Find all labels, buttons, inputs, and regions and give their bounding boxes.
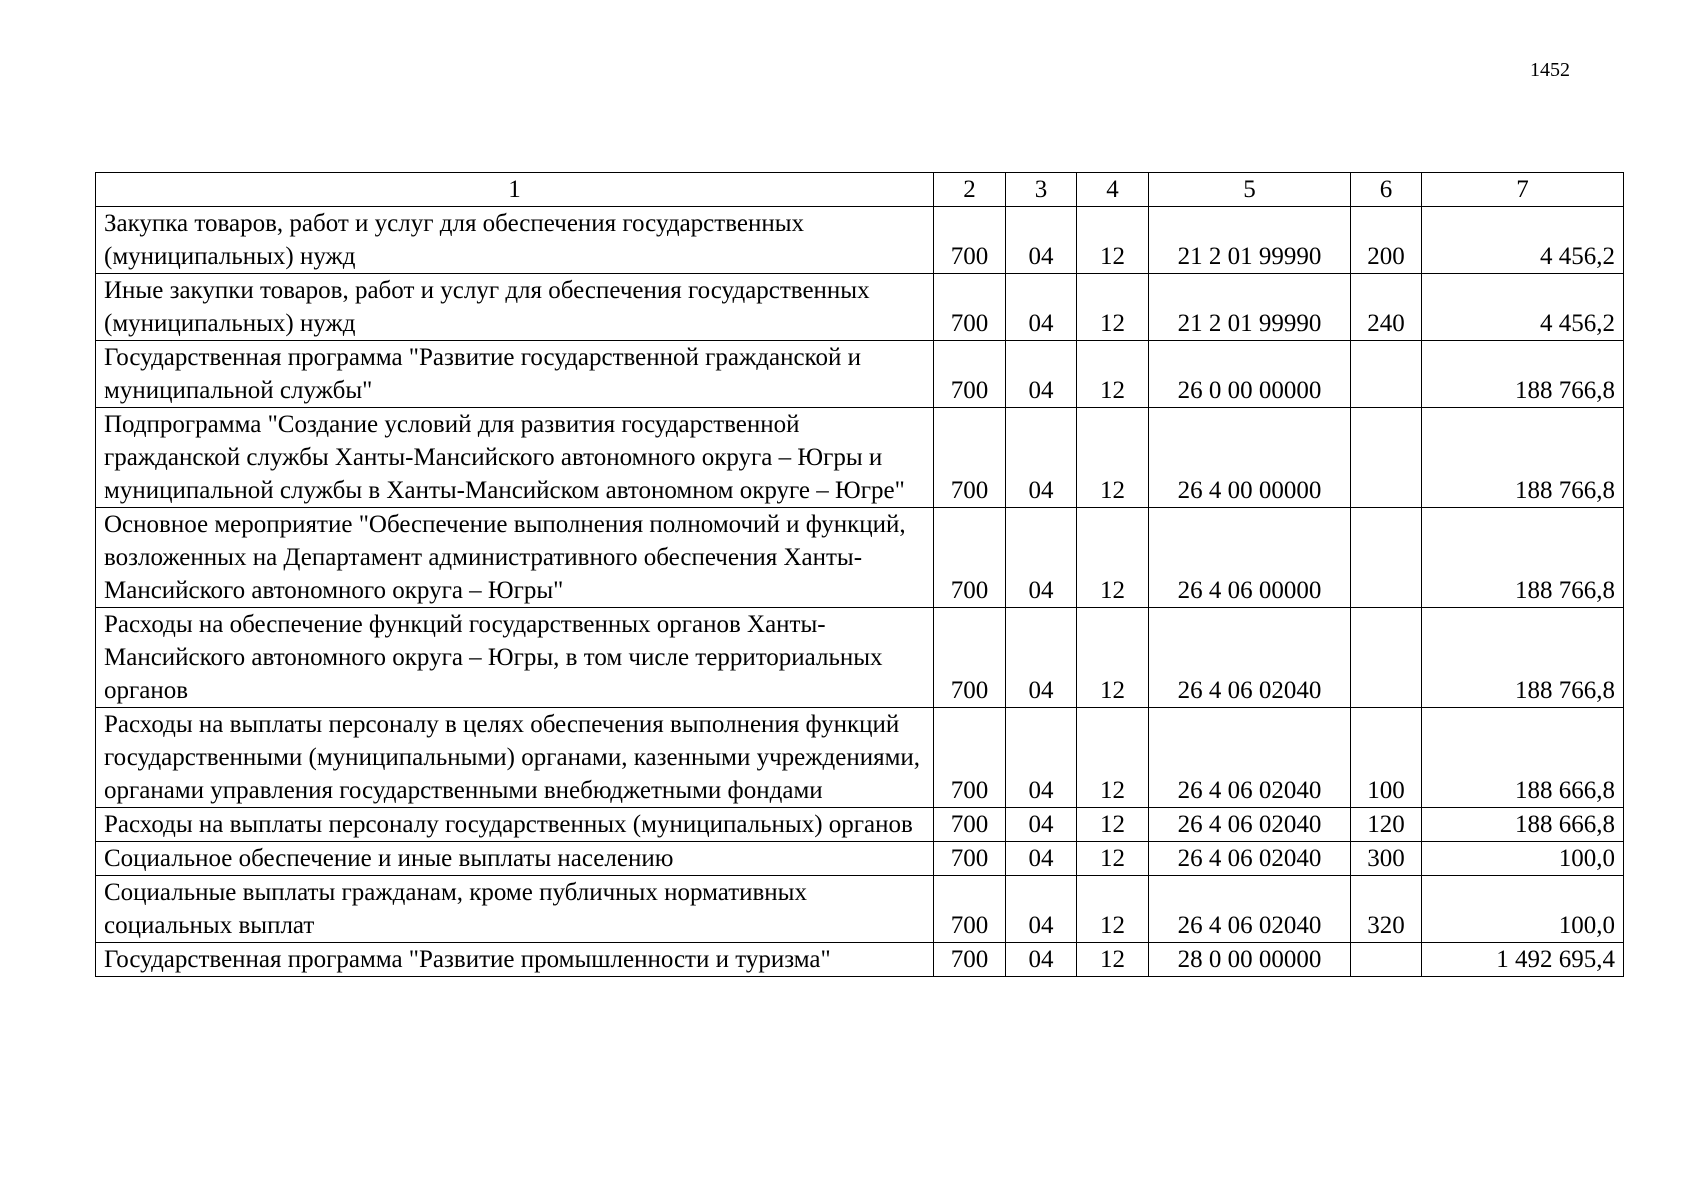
row-amount: 188 666,8: [1422, 708, 1624, 808]
row-code6: [1351, 341, 1422, 408]
header-cell-4: 4: [1077, 173, 1149, 207]
row-amount: 188 766,8: [1422, 608, 1624, 708]
row-amount: 100,0: [1422, 842, 1624, 876]
row-code6: 240: [1351, 274, 1422, 341]
row-code2: 700: [934, 708, 1006, 808]
row-code6: 300: [1351, 842, 1422, 876]
row-code2: 700: [934, 408, 1006, 508]
table-row: [96, 876, 1624, 943]
row-code6: [1351, 608, 1422, 708]
row-code3: 04: [1006, 708, 1077, 808]
row-code3: 04: [1006, 341, 1077, 408]
row-code5: 28 0 00 00000: [1149, 943, 1351, 977]
table-row: [96, 508, 1624, 608]
page-number: 1452: [1530, 59, 1570, 81]
row-code5: 26 4 06 02040: [1149, 808, 1351, 842]
row-code2: 700: [934, 808, 1006, 842]
row-code3: 04: [1006, 876, 1077, 943]
row-code5: 26 4 06 02040: [1149, 608, 1351, 708]
header-cell-1: 1: [96, 173, 934, 207]
header-row: [96, 173, 1624, 207]
row-code6: 320: [1351, 876, 1422, 943]
row-code3: 04: [1006, 207, 1077, 274]
row-code4: 12: [1077, 808, 1149, 842]
table-row: [96, 274, 1624, 341]
row-code2: 700: [934, 207, 1006, 274]
row-code4: 12: [1077, 842, 1149, 876]
row-amount: 4 456,2: [1422, 274, 1624, 341]
row-code4: 12: [1077, 408, 1149, 508]
row-amount: 188 666,8: [1422, 808, 1624, 842]
row-code6: 120: [1351, 808, 1422, 842]
row-name: Расходы на выплаты персоналу в целях обеспечения выполнения функций государственными (муниципальными) органами, казенными учреждениями, органами управления государственными внебюджетными фондами: [96, 708, 934, 808]
row-amount: 100,0: [1422, 876, 1624, 943]
row-name: Социальное обеспечение и иные выплаты населению: [96, 842, 934, 876]
row-code3: 04: [1006, 808, 1077, 842]
table-row: [96, 341, 1624, 408]
table-row: [96, 708, 1624, 808]
row-code3: 04: [1006, 608, 1077, 708]
row-code6: [1351, 943, 1422, 977]
row-code5: 21 2 01 99990: [1149, 207, 1351, 274]
row-code2: 700: [934, 608, 1006, 708]
row-code4: 12: [1077, 341, 1149, 408]
row-code2: 700: [934, 508, 1006, 608]
row-name: Иные закупки товаров, работ и услуг для обеспечения государственных (муниципальных) нужд: [96, 274, 934, 341]
row-code2: 700: [934, 341, 1006, 408]
table-row: [96, 608, 1624, 708]
row-code5: 26 4 06 00000: [1149, 508, 1351, 608]
row-name: Государственная программа "Развитие государственной гражданской и муниципальной службы": [96, 341, 934, 408]
row-name: Государственная программа "Развитие промышленности и туризма": [96, 943, 934, 977]
row-code2: 700: [934, 943, 1006, 977]
row-code3: 04: [1006, 842, 1077, 876]
row-code3: 04: [1006, 508, 1077, 608]
row-code3: 04: [1006, 274, 1077, 341]
row-amount: 1 492 695,4: [1422, 943, 1624, 977]
row-code4: 12: [1077, 508, 1149, 608]
row-code6: [1351, 508, 1422, 608]
header-cell-6: 6: [1351, 173, 1422, 207]
row-code5: 26 4 06 02040: [1149, 876, 1351, 943]
row-code6: [1351, 408, 1422, 508]
row-code2: 700: [934, 876, 1006, 943]
row-code5: 21 2 01 99990: [1149, 274, 1351, 341]
row-code3: 04: [1006, 408, 1077, 508]
row-amount: 188 766,8: [1422, 408, 1624, 508]
row-name: Расходы на обеспечение функций государственных органов Ханты-Мансийского автономного округа – Югры, в том числе территориальных органов: [96, 608, 934, 708]
header-cell-7: 7: [1422, 173, 1624, 207]
row-name: Основное мероприятие "Обеспечение выполнения полномочий и функций, возложенных на Департамент административного обеспечения Ханты-Мансийского автономного округа – Югры": [96, 508, 934, 608]
header-cell-2: 2: [934, 173, 1006, 207]
row-name: Социальные выплаты гражданам, кроме публичных нормативных социальных выплат: [96, 876, 934, 943]
table-row: [96, 943, 1624, 977]
row-code3: 04: [1006, 943, 1077, 977]
row-code5: 26 0 00 00000: [1149, 341, 1351, 408]
row-code5: 26 4 06 02040: [1149, 708, 1351, 808]
row-code6: 200: [1351, 207, 1422, 274]
row-code5: 26 4 00 00000: [1149, 408, 1351, 508]
row-code2: 700: [934, 274, 1006, 341]
row-code4: 12: [1077, 876, 1149, 943]
table-row: [96, 842, 1624, 876]
row-name: Подпрограмма "Создание условий для развития государственной гражданской службы Ханты-Мансийского автономного округа – Югры и муниципальной службы в Ханты-Мансийском автономном округе – Югре": [96, 408, 934, 508]
row-name: Закупка товаров, работ и услуг для обеспечения государственных (муниципальных) нужд: [96, 207, 934, 274]
header-cell-5: 5: [1149, 173, 1351, 207]
row-code4: 12: [1077, 708, 1149, 808]
row-code5: 26 4 06 02040: [1149, 842, 1351, 876]
table-row: [96, 408, 1624, 508]
row-code4: 12: [1077, 274, 1149, 341]
row-name: Расходы на выплаты персоналу государственных (муниципальных) органов: [96, 808, 934, 842]
row-code4: 12: [1077, 608, 1149, 708]
row-code4: 12: [1077, 207, 1149, 274]
row-code2: 700: [934, 842, 1006, 876]
table-row: [96, 207, 1624, 274]
budget-table: [95, 172, 1624, 977]
header-cell-3: 3: [1006, 173, 1077, 207]
row-amount: 4 456,2: [1422, 207, 1624, 274]
row-code4: 12: [1077, 943, 1149, 977]
row-amount: 188 766,8: [1422, 508, 1624, 608]
table-row: [96, 808, 1624, 842]
row-code6: 100: [1351, 708, 1422, 808]
row-amount: 188 766,8: [1422, 341, 1624, 408]
